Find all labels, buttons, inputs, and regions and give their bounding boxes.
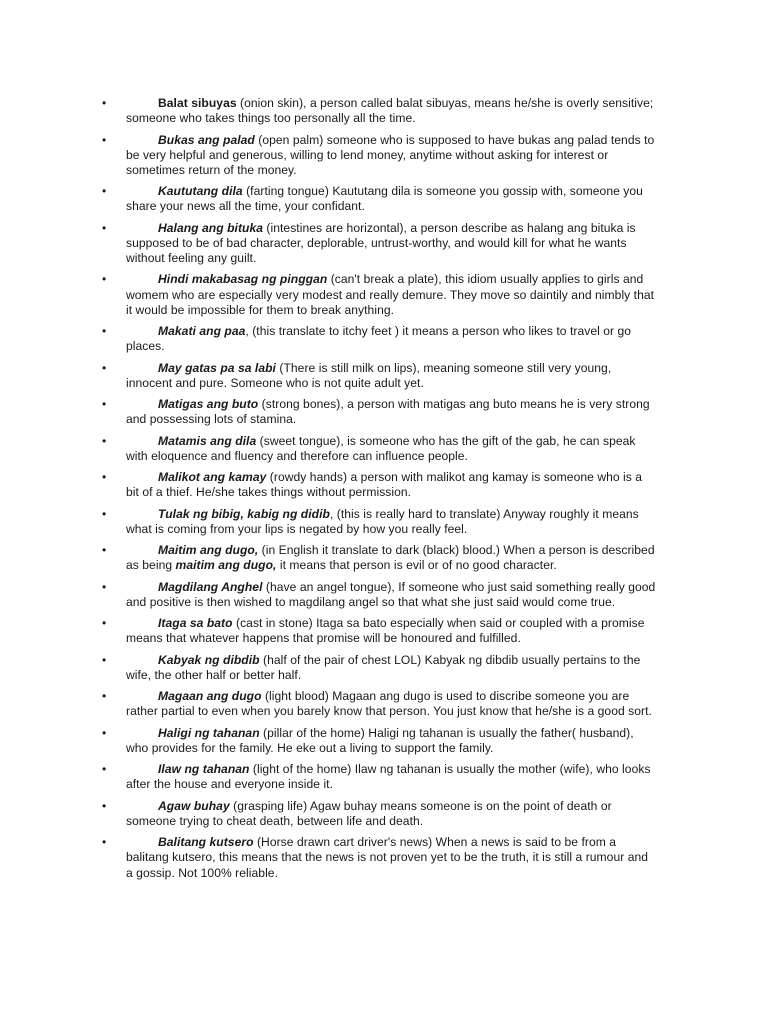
list-item xyxy=(0,580,768,610)
bullet-icon: • xyxy=(102,470,107,485)
list-item xyxy=(0,726,768,756)
idiom-term: Matigas ang buto xyxy=(158,397,259,412)
idiom-description: (rowdy hands) a person with malikot ang kamay is someone who is a bit of a thief. He/she takes things without permission. xyxy=(126,470,643,500)
idiom-description: (in English it translate to dark (black) blood.) When a person is described as being xyxy=(126,543,655,573)
idiom-description: (Horse drawn cart driver's news) When a news is said to be from a balitang kutsero, this means that the news is not proven yet to be the truth, it is still a rumour and a gossip. Not 100% reliable. xyxy=(126,835,649,880)
idiom-term: Malikot ang kamay xyxy=(158,470,267,485)
idiom-term: May gatas pa sa labi xyxy=(158,360,276,375)
list-item xyxy=(0,434,768,464)
list-item xyxy=(0,653,768,683)
list-item xyxy=(0,762,768,792)
bullet-icon: • xyxy=(102,360,107,375)
bullet-icon: • xyxy=(102,543,107,558)
idiom-description: (grasping life) Agaw buhay means someone is on the point of death or someone trying to cheat death, between life and death. xyxy=(126,798,612,828)
idiom-term: Itaga sa bato xyxy=(158,616,233,631)
idiom-description: (can't break a plate), this idiom usually applies to girls and womem who are especially very modest and really demure. They move so daintily and nimbly that it would be impossible for them to break anything. xyxy=(126,272,655,317)
idiom-term: Halang ang bituka xyxy=(158,220,264,235)
idiom-term: Matamis ang dila xyxy=(158,433,257,448)
list-item xyxy=(0,361,768,391)
idiom-description: (farting tongue) Kaututang dila is someone you gossip with, someone you share your news all the time, your confidant. xyxy=(126,184,643,214)
list-item xyxy=(0,507,768,537)
bullet-icon: • xyxy=(102,835,107,850)
idiom-description: (half of the pair of chest LOL) Kabyak ng dibdib usually pertains to the wife, the other half or better half. xyxy=(126,652,641,682)
idiom-term: Tulak ng bibig, kabig ng didib xyxy=(158,506,330,521)
bullet-icon: • xyxy=(102,616,107,631)
idiom-description: (have an angel tongue), If someone who just said something really good and positive is then wished to magdilang angel so that what she just said would come true. xyxy=(126,579,656,609)
idiom-description: (There is still milk on lips), meaning someone still very young, innocent and pure. Someone who is not quite adult yet. xyxy=(126,360,612,390)
bullet-icon: • xyxy=(102,725,107,740)
idiom-term: Ilaw ng tahanan xyxy=(158,762,250,777)
list-item xyxy=(0,616,768,646)
idiom-term: Makati ang paa xyxy=(158,324,246,339)
idiom-term: Magaan ang dugo xyxy=(158,689,262,704)
list-item xyxy=(0,96,768,126)
list-item xyxy=(0,324,768,354)
idiom-description: (cast in stone) Itaga sa bato especially when said or coupled with a promise means that whatever happens that promise will be honoured and fulfilled. xyxy=(126,616,645,646)
list-item xyxy=(0,835,768,881)
bullet-icon: • xyxy=(102,433,107,448)
bullet-icon: • xyxy=(102,689,107,704)
bullet-icon: • xyxy=(102,96,107,110)
idiom-description: , (this is really hard to translate) Anyway roughly it means what is coming from your lips is negated by how you really feel. xyxy=(126,506,639,536)
bullet-icon: • xyxy=(102,397,107,412)
idiom-term: Kaututang dila xyxy=(158,184,243,199)
idiom-term: Maitim ang dugo, xyxy=(158,543,259,558)
bullet-icon: • xyxy=(102,798,107,813)
idiom-term: Kabyak ng dibdib xyxy=(158,652,260,667)
idiom-description: , (this translate to itchy feet ) it means a person who likes to travel or go places. xyxy=(126,324,632,354)
idiom-emphasis: maitim ang dugo, xyxy=(175,558,277,573)
bullet-icon: • xyxy=(102,272,107,287)
list-item xyxy=(0,133,768,179)
idiom-description: (pillar of the home) Haligi ng tahanan is usually the father( husband), who provides for the family. He eke out a living to support the family. xyxy=(126,725,634,755)
idiom-description: (sweet tongue), is someone who has the gift of the gab, he can speak with eloquence and fluency and therefore can influence people. xyxy=(126,433,636,463)
idiom-description: (strong bones), a person with matigas ang buto means he is very strong and possessing lots of stamina. xyxy=(126,397,650,427)
bullet-icon: • xyxy=(102,324,107,339)
list-item xyxy=(0,272,768,318)
idiom-list xyxy=(0,96,768,887)
idiom-description: (light blood) Magaan ang dugo is used to discribe someone you are rather partial to even when you barely know that person. You just know that he/she is a good sort. xyxy=(126,689,652,719)
idiom-description: (onion skin), a person called balat sibuyas, means he/she is overly sensitive; someone who takes things too personally all the time. xyxy=(126,96,654,126)
bullet-icon: • xyxy=(102,506,107,521)
bullet-icon: • xyxy=(102,220,107,235)
idiom-term: Agaw buhay xyxy=(158,798,230,813)
list-item xyxy=(0,397,768,427)
idiom-description: (light of the home) Ilaw ng tahanan is usually the mother (wife), who looks after the house and everyone inside it. xyxy=(126,762,651,792)
idiom-description: (open palm) someone who is supposed to have bukas ang palad tends to be very helpful and generous, willing to lend money, anytime without asking for interest or sometimes return of the money. xyxy=(126,132,655,177)
list-item xyxy=(0,689,768,719)
bullet-icon: • xyxy=(102,132,107,147)
list-item xyxy=(0,799,768,829)
list-item xyxy=(0,184,768,214)
idiom-term: Balitang kutsero xyxy=(158,835,254,850)
list-item xyxy=(0,543,768,573)
list-item xyxy=(0,470,768,500)
idiom-term: Hindi makabasag ng pinggan xyxy=(158,272,328,287)
bullet-icon: • xyxy=(102,762,107,777)
bullet-icon: • xyxy=(102,184,107,199)
bullet-icon: • xyxy=(102,652,107,667)
idiom-term: Bukas ang palad xyxy=(158,132,255,147)
idiom-description-continued: it means that person is evil or of no good character. xyxy=(276,558,557,573)
list-item xyxy=(0,221,768,267)
idiom-description: (intestines are horizontal), a person describe as halang ang bituka is supposed to be of bad character, deplorable, untrust-worthy, and would kill for what he wants without feeling any guilt. xyxy=(126,220,636,266)
bullet-icon: • xyxy=(102,579,107,594)
idiom-term: Haligi ng tahanan xyxy=(158,725,260,740)
idiom-term: Balat sibuyas xyxy=(158,96,237,110)
idiom-term: Magdilang Anghel xyxy=(158,579,263,594)
